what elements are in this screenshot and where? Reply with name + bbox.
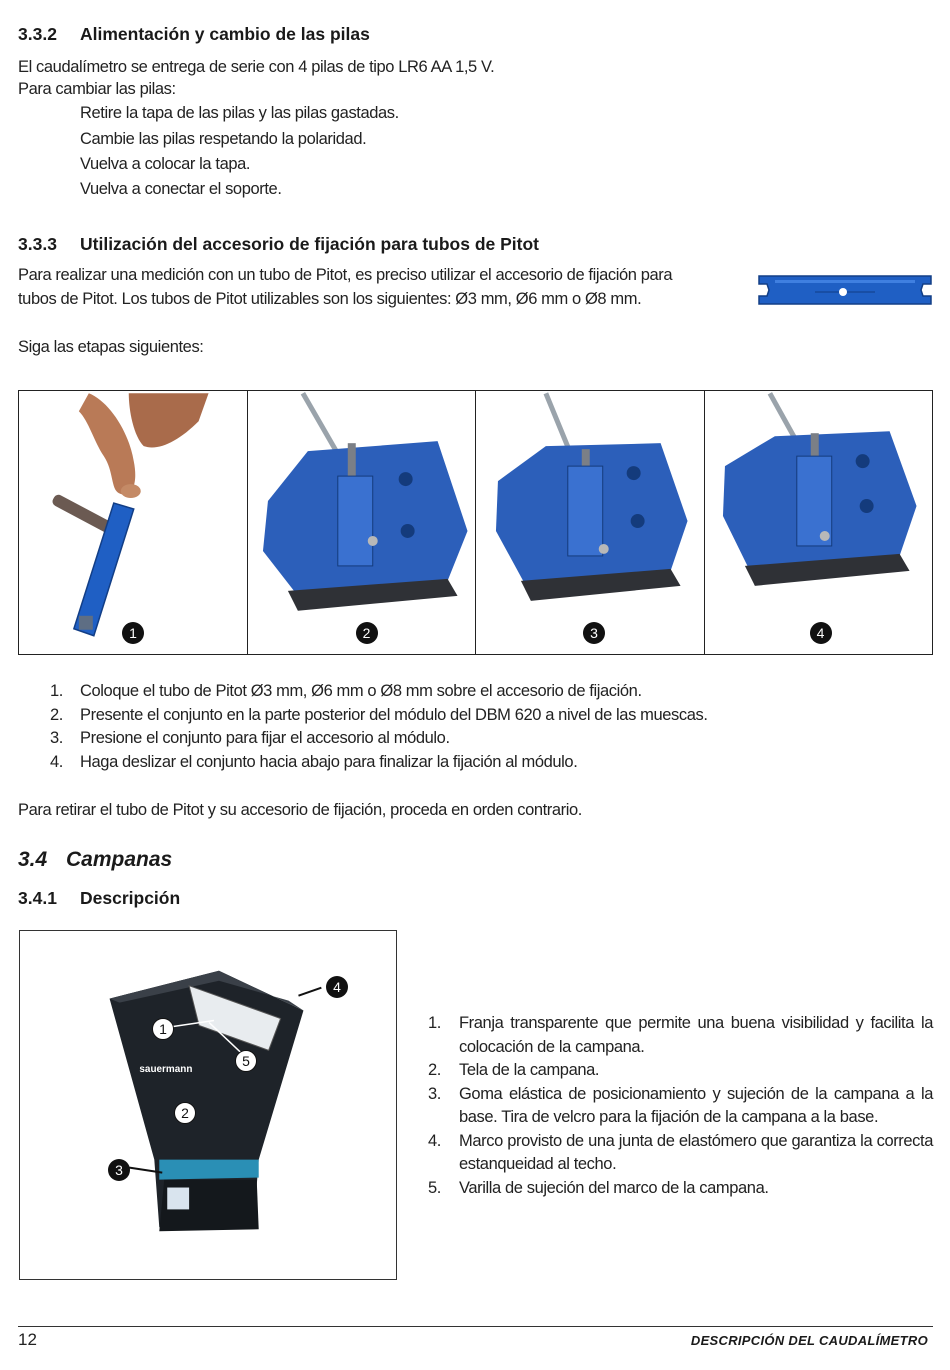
item-number: 4. — [50, 752, 63, 771]
item-text: Tela de la campana. — [459, 1061, 600, 1079]
paragraph: tubos de Pitot. Los tubos de Pitot utilizables son los siguientes: Ø3 mm, Ø6 mm o Ø8 mm. — [18, 290, 642, 308]
device-photo — [476, 391, 704, 654]
footer-title: DESCRIPCIÓN DEL CAUDALÍMETRO — [690, 1333, 928, 1348]
section-title: Campanas — [66, 848, 173, 871]
list-item — [428, 1130, 933, 1177]
step-badge: 4 — [810, 622, 832, 644]
callout-1: 1 — [152, 1018, 174, 1040]
item-text: Marco provisto de una junta de elastómero que garantiza la correcta estanqueidad al techo. — [459, 1131, 933, 1173]
list-item — [428, 1059, 933, 1083]
step-panel-3 — [476, 391, 705, 654]
section-title: Descripción — [80, 888, 181, 908]
item-text: Varilla de sujeción del marco de la campana. — [459, 1178, 769, 1197]
pitot-steps-list — [18, 680, 708, 774]
footer-divider — [18, 1326, 933, 1327]
item-number: 2. — [50, 705, 63, 724]
paragraph: Para cambiar las pilas: — [18, 80, 176, 98]
item-text: Coloque el tubo de Pitot Ø3 mm, Ø6 mm o Ø8 mm sobre el accesorio de fijación. — [80, 682, 642, 700]
section-title: Alimentación y cambio de las pilas — [80, 24, 370, 44]
step-badge: 2 — [356, 622, 378, 644]
paragraph: Para realizar una medición con un tubo de Pitot, es preciso utilizar el accesorio de fijación para — [18, 266, 673, 284]
section-number: 3.4.1 — [18, 888, 57, 908]
brand-logo: sauermann — [139, 1064, 193, 1076]
device-photo — [248, 391, 476, 654]
item-text: Presente el conjunto en la parte posterior del módulo del DBM 620 a nivel de las muescas. — [80, 705, 708, 724]
step-panel-1 — [19, 391, 248, 654]
list-item — [18, 751, 708, 775]
heading-3-3-2 — [18, 24, 370, 45]
heading-3-4 — [18, 848, 172, 872]
paragraph: Para retirar el tubo de Pitot y su accesorio de fijación, proceda en orden contrario. — [18, 801, 582, 819]
item-number: 1. — [50, 682, 63, 700]
item-number: 3. — [50, 729, 63, 747]
section-title: Utilización del accesorio de fijación para tubos de Pitot — [80, 234, 539, 254]
heading-3-4-1 — [18, 888, 180, 909]
item-number: 1. — [428, 1014, 441, 1032]
list-item — [18, 680, 708, 704]
item-text: Haga deslizar el conjunto hacia abajo para finalizar la fijación al módulo. — [80, 752, 578, 771]
list-item — [18, 727, 708, 751]
step-badge: 1 — [122, 622, 144, 644]
paragraph: El caudalímetro se entrega de serie con 4 pilas de tipo LR6 AA 1,5 V. — [18, 58, 495, 76]
step-line: Vuelva a colocar la tapa. — [80, 155, 251, 173]
item-text: Presione el conjunto para fijar el accesorio al módulo. — [80, 729, 450, 747]
callout-4: 4 — [326, 976, 348, 998]
bell-parts-list — [428, 1012, 933, 1200]
list-item — [428, 1177, 933, 1201]
item-text: Franja transparente que permite una buena visibilidad y facilita la colocación de la campana. — [459, 1014, 933, 1056]
step-line: Retire la tapa de las pilas y las pilas gastadas. — [80, 104, 399, 122]
item-number: 2. — [428, 1061, 441, 1079]
bell-figure — [19, 930, 397, 1280]
device-photo — [705, 391, 933, 654]
item-number: 3. — [428, 1084, 441, 1103]
item-number: 4. — [428, 1131, 441, 1150]
page-number: 12 — [18, 1330, 37, 1349]
list-item — [428, 1012, 933, 1059]
section-number: 3.3.2 — [18, 24, 57, 44]
step-panel-2 — [248, 391, 477, 654]
heading-3-3-3 — [18, 234, 539, 255]
step-line: Cambie las pilas respetando la polaridad. — [80, 130, 367, 148]
callout-5: 5 — [235, 1050, 257, 1072]
pitot-steps-figure — [18, 390, 933, 655]
list-item — [428, 1083, 933, 1130]
item-number: 5. — [428, 1178, 441, 1197]
hand-with-accessory-photo — [19, 391, 247, 654]
list-item — [18, 704, 708, 728]
step-line: Vuelva a conectar el soporte. — [80, 180, 282, 198]
item-text: Goma elástica de posicionamiento y sujeción de la campana a la base. Tira de velcro para la fijación de la campana a la base. — [459, 1084, 933, 1126]
step-panel-4 — [705, 391, 933, 654]
callout-2: 2 — [174, 1102, 196, 1124]
paragraph: Siga las etapas siguientes: — [18, 338, 204, 356]
pitot-accessory-image — [755, 270, 935, 310]
callout-3: 3 — [108, 1159, 130, 1181]
step-badge: 3 — [583, 622, 605, 644]
section-number: 3.4 — [18, 848, 48, 871]
section-number: 3.3.3 — [18, 234, 57, 254]
